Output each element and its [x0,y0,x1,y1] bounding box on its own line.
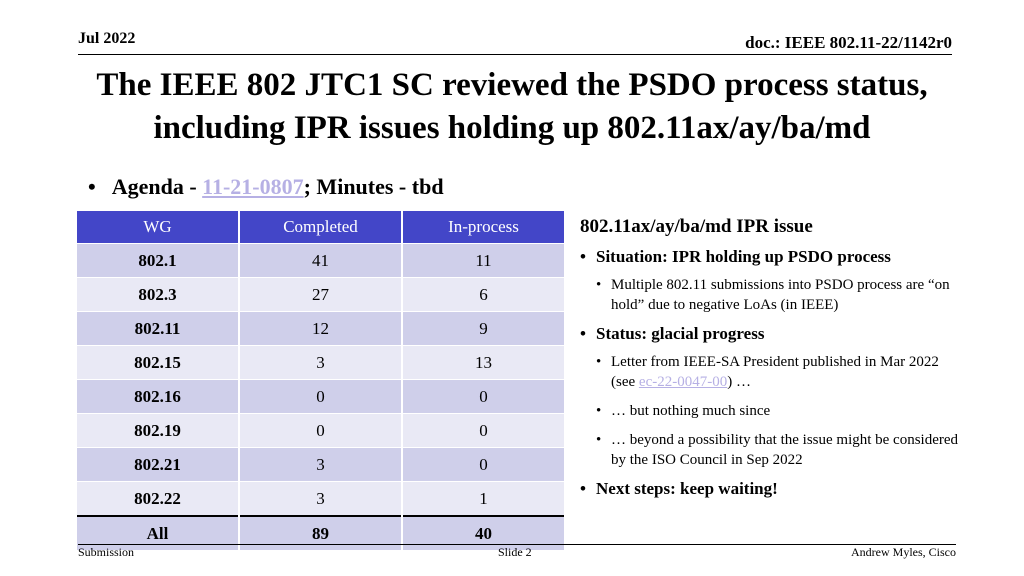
cell-in-process: 0 [402,380,564,414]
cell-in-process: 13 [402,346,564,380]
cell-wg: 802.3 [77,278,239,312]
cell-wg: 802.19 [77,414,239,448]
sub-bullet [580,352,960,392]
next-steps-text: Next steps: keep waiting! [596,479,778,498]
col-header-in-process: In-process [402,211,564,244]
table-row [77,244,564,278]
table-header-row [77,211,564,244]
sub-bullet [580,275,960,315]
cell-completed: 0 [239,380,402,414]
agenda-prefix: Agenda - [111,174,203,199]
sub-bullet [580,430,960,470]
bullet: • [596,277,602,293]
letter-text: Letter from IEEE-SA President published in Mar 2022 (see [611,354,939,390]
bullet: • [596,354,602,370]
cell-wg: 802.22 [77,482,239,517]
bullet: • [580,247,586,266]
ipr-issue-panel [580,216,960,507]
footer-author: Andrew Myles, Cisco [851,545,956,559]
agenda-suffix: ; Minutes - tbd [303,174,444,199]
header-date: Jul 2022 [78,30,136,47]
cell-completed: 3 [239,482,402,517]
bullet: • [88,174,96,199]
status-text: Status: glacial progress [596,324,765,343]
cell-in-process: 9 [402,312,564,346]
cell-in-process: 11 [402,244,564,278]
cell-wg: 802.16 [77,380,239,414]
table-row [77,414,564,448]
bullet: • [596,403,602,419]
bullet: • [580,479,586,498]
cell-wg: 802.1 [77,244,239,278]
cell-wg: 802.11 [77,312,239,346]
agenda-link[interactable]: 11-21-0807 [202,174,304,199]
cell-total-label: All [77,516,239,550]
header-doc-id: doc.: IEEE 802.11-22/1142r0 [745,33,952,52]
bullet-status [580,324,960,344]
cell-completed: 0 [239,414,402,448]
footer-submission: Submission [78,545,135,559]
situation-detail-text: Multiple 802.11 submissions into PSDO process are “on hold” due to negative LoAs (in IEEE) [611,277,950,313]
cell-total-completed: 89 [239,516,402,550]
nothing-text: … but nothing much since [611,403,771,419]
bullet-next-steps [580,479,960,499]
wg-psdo-table [77,211,564,550]
slide-title: The IEEE 802 JTC1 SC reviewed the PSDO process status, including IPR issues holding up 802.11ax/ay/ba/md [96,67,928,146]
cell-in-process: 0 [402,414,564,448]
cell-in-process: 0 [402,448,564,482]
footer-slide-number: Slide 2 [498,545,532,559]
cell-completed: 41 [239,244,402,278]
cell-in-process: 6 [402,278,564,312]
table-row [77,312,564,346]
cell-wg: 802.21 [77,448,239,482]
cell-in-process: 1 [402,482,564,517]
table-row [77,482,564,517]
table-row [77,278,564,312]
sub-bullet [580,401,960,421]
table-row [77,380,564,414]
letter-link[interactable]: ec-22-0047-00 [638,374,728,390]
cell-wg: 802.15 [77,346,239,380]
col-header-completed: Completed [239,211,402,244]
panel-title: 802.11ax/ay/ba/md IPR issue [580,216,813,237]
cell-completed: 3 [239,346,402,380]
table-row [77,346,564,380]
beyond-text: … beyond a possibility that the issue might be considered by the ISO Council in Sep 2022 [611,432,959,468]
col-header-wg: WG [77,211,239,244]
agenda-line [88,174,444,200]
table-row [77,448,564,482]
bullet: • [596,432,602,448]
letter-text-end: ) … [727,374,751,390]
cell-total-in-process: 40 [402,516,564,550]
cell-completed: 12 [239,312,402,346]
header-divider [78,54,952,55]
bullet-situation [580,247,960,267]
cell-completed: 3 [239,448,402,482]
situation-text: Situation: IPR holding up PSDO process [596,247,891,266]
cell-completed: 27 [239,278,402,312]
bullet: • [580,324,586,343]
